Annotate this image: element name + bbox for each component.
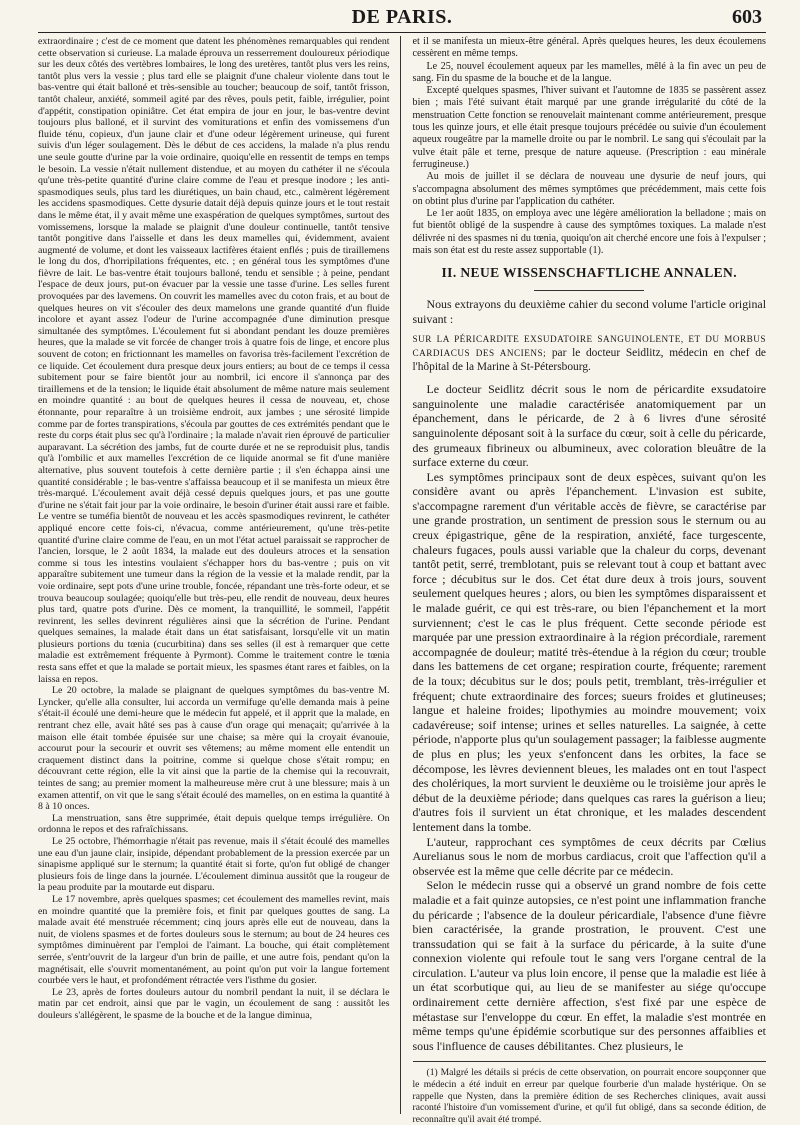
main-paragraph-3: L'auteur, rapprochant ces symptômes de ceux décrits par Cœlius Aurelianus sous le nom de morbus cardiacus, croit que l'affection qu'il a observée est la même que celle décrite par ce médecin. <box>412 834 766 878</box>
section-divider <box>534 290 644 291</box>
main-paragraph-1: Le docteur Seidlitz décrit sous le nom de péricardite exsudatoire sanguinolente une maladie caractérisée anatomiquement par un épanchement, dans le péricarde, de 2 à 6 livres d'une sérosité sanguinolente déposant soit à la surface du cœur, soit à celle du péricarde, des grumeaux fibrineux ou albumineux, avec coloration bleuâtre de la surface externe du cœur. <box>412 382 766 470</box>
page-header <box>38 4 766 33</box>
right-column <box>400 36 766 1125</box>
left-column <box>38 36 400 1114</box>
right-top-paragraph-1: et il se manifesta un mieux-être général. Après quelques heures, les deux écoulemens cessèrent en même temps. <box>412 36 766 60</box>
main-paragraph-4: Selon le médecin russe qui a observé un grand nombre de fois cette maladie et a fait quinze autopsies, ce n'est point une inflammation franche du péricarde ; l'absence de la douleur péricardiale, l'absence d'une fièvre bien caractérisée, la grande prostration, le prouvent. C'est une transsudation qui se fait à la surface du péricarde, à la suite d'une connexion violente qui refoule tout le sang vers l'organe central de la circulation. L'auteur va plus loin encore, il pense que la maladie est liée à un état scorbutique qui, au lieu de se manifester au siége qu'occupe ordinairement cette dernière affection, s'est fixé par une espèce de métastase sur l'enveloppe du cœur. En effet, la maladie s'est montrée en même temps qu'une épidémie scorbutique sur des personnes affaiblies et sous l'influence de causes débilitantes. Chez plusieurs, le <box>412 878 766 1053</box>
left-paragraph-2: Le 20 octobre, la malade se plaignant de quelques symptômes du bas-ventre M. Lyncker, qu'elle alla consulter, lui accorda un vermifuge qu'elle demanda mais à peine s'était-il écoulé une demi-heure que le médecin fut appelé, et il apprit que la malade, en rentrant chez elle, avait hâté ses pas à cause d'un orage qui menaçait; qu'arrivée à la maison elle était tombée épuisée sur une chaise; sa mère qui la croyait évanouie, accourut pour la secourir et ouvrit ses vêtemens; au même moment elle entendit un craquement distinct dans la poitrine, comme si quelque chose s'était rompu; en découvrant cette région, elle la vit ainsi que la partie de la chemise qui la recouvrait, teintes de sang; au premier moment la malheureuse mère crut à une blessure; mais à un examen attentif, on vit que le sang s'était écoulé des mamelles, on en estima la quantité à 8 à 10 onces. <box>38 685 390 813</box>
right-top-paragraph-2: Le 25, nouvel écoulement aqueux par les mamelles, mêlé à la fin avec un peu de sang. Fin du spasme de la bouche et de la langue. <box>412 60 766 84</box>
section-title: II. NEUE WISSENSCHAFTLICHE ANNALEN. <box>441 265 737 281</box>
main-paragraph-2: Les symptômes principaux sont de deux espèces, suivant qu'on les considère avant ou après l'épanchement. L'invasion est subite, s'accompagne rarement d'un véritable accès de fièvre, se caractérise par une grande prostration, un sentiment de pression sous le sternum ou au creux épigastrique, gêne de la respiration, anxiété, face turgescente, chaleurs fugaces, pouls aussi variable que la chaleur du corps, devenant tantôt petit, serré, tremblotant, puis se relevant tout à coup et battant avec force ; décubitus sur le dos. Cet état dure deux à trois jours, souvent seulement quelques heures ; alors, ou bien les symptômes disparaissent et le malade guérit, ce qui est très-rare, ou bien l'épanchement et la mort surviennent; c'est le cas le plus fréquent. Cette seconde période est marquée par une pression extraordinaire à la région précordiale, rarement accompagnée de douleur; matité très-étendue à la région du cœur; trouble dans les battemens de cet organe; respiration courte, fréquente; rarement de la toux; décubitus sur le dos; pouls petit, tremblant, très-irrégulier et fréquent; chute extraordinaire des forces; sueurs froides et glutineuses; langue et haleine froides; lipothymies au moindre mouvement; voix cadavéreuse; soif intense; urines et selles naturelles. La saignée, à cette période, n'apporte plus qu'un soulagement passager; la faiblesse augmente de plus en plus; les yeux s'enfoncent dans les orbites, la face se décompose, les lèvres deviennent bleues, les malades ont en tout l'aspect des cholériques, la mort survient le deuxième ou le troisième jour après le début de la deuxième période; dans quelques cas rares la guérison a lieu; d'autres fois il survient un état chronique, et les malades descendent lentement dans la tombe. <box>412 469 766 834</box>
right-top-paragraph-4: Au mois de juillet il se déclara de nouveau une dysurie de neuf jours, qui s'accompagna absolument des mêmes symptômes que précédemment, mais cette fois on obtint plus d'urine par l'application du cathéter. <box>412 171 766 207</box>
left-paragraph-4: Le 25 octobre, l'hémorrhagie n'était pas revenue, mais il s'était écoulé des mamelles une eau d'un jaune clair, insipide, dépendant probablement de la pression exercée par un sinapisme appliqué sur le sternum; la quantité était si forte, qu'on fut obligé de changer plusieurs fois de linge dans la journée. L'écoulement diminua aussitôt que la rougeur de la peau produite par la moutarde eut disparu. <box>38 835 390 894</box>
running-head: DE PARIS. <box>351 6 453 28</box>
left-paragraph-6: Le 23, après de fortes douleurs autour du nombril pendant la nuit, il se déclara le matin par cet endroit, ainsi que par le vagin, un écoulement de sang : aussitôt les douleurs s'allégèrent, le spasme de la bouche et de la langue diminua, <box>38 986 390 1021</box>
article-heading <box>413 332 766 374</box>
left-paragraph-5: Le 17 novembre, après quelques spasmes; cet écoulement des mamelles revint, mais en moindre quantité que la première fois, et finit par quelques gouttes de sang. La malade avait été menstruée récemment; cinq jours après elle eut de nouveau, dans la nuit, de violens spasmes et de fortes douleurs sous le sternum; au bout de 24 heures ces symptômes diminuèrent par l'emploi de l'aimant. La bouche, qui était complètement serrée, s'entr'ouvrit de la largeur d'un brin de paille, et une autre fois, pendant qu'on la magnétisait, elle s'ouvrit momentanément, au point qu'on put voir la langue fortement courbée vers le haut, et profondément rétractée vers l'isthme du gosier. <box>38 893 390 987</box>
right-top-paragraph-3: Excepté quelques spasmes, l'hiver suivant et l'automne de 1835 se passèrent assez bien ; mais l'été suivant était marqué par une grande irrégularité du côté de la menstruation Cette fonction se renouvelait maintenant comme antérieurement, presque tous les quinze jours, et elle était presque toujours précédée ou suivie d'un écoulement aqueux rougeâtre par la mamelle droite ou par le nombril. Le sang qui s'écoulait par la vulve était pâle et terne, presque de nature aqueuse. (Prescription : eau minérale ferrugineuse.) <box>412 85 766 170</box>
article-heading-title: SUR LA PÉRICARDITE EXSUDATOIRE SANGUINOLENTE, ET DU MORBUS CARDIACUS DES ANCIENS; <box>412 334 766 359</box>
footnote-divider <box>413 1061 766 1062</box>
article-heading-author: par le docteur Seidlitz, médecin en chef de l'hôpital de la Marine à St-Pétersbourg. <box>412 347 766 374</box>
left-paragraph-3: La menstruation, sans être supprimée, était depuis quelque temps irrégulière. On ordonna le repos et des rafraîchissans. <box>38 812 390 836</box>
text-columns <box>38 36 766 1125</box>
case-continuation <box>413 36 766 257</box>
footnote: (1) Malgré les détails si précis de cette observation, on pourrait encore soupçonner que le médecin a été induit en erreur par quelque fourberie d'un malade hystérique. On se rappelle que Nysten, dans la première édition de ses Recherches cliniques, avait aussi raconté l'histoire d'un vomissement d'urine, et qu'il fut obligé, dans sa seconde édition, de reconnaître qu'il avait été trompé. <box>412 1067 766 1125</box>
page-number: 603 <box>732 6 762 28</box>
intro-paragraph: Nous extrayons du deuxième cahier du second volume l'article original suivant : <box>412 296 766 326</box>
left-paragraph-1: extraordinaire ; c'est de ce moment que datent les phénomènes remarquables qui rendent cette observation si curieuse. La malade éprouva un resserrement douloureux périodique sur les deux côtés des vertèbres lombaires, le long des uretères, tantôt plus vers les reins, tantôt plus vers la vessie ; plus tard elle se plaignit d'une chaleur violente dans tout le bas-ventre qui était balloné et très-sensible au toucher; beaucoup de soif, tantôt frisson, tantôt chaleur, anxiété, sommeil agité par des rêves, pouls petit, faible, irrégulier, point d'appétit, constipation opiniâtre. Cet état empira de jour en jour, le bas-ventre devint toujours plus balloné, et il survint des vomiturations et enfin des vomissemens d'un fluide ténu, copieux, d'un jaune clair et d'une odeur légèrement urineuse, qui furent suivis d'un léger soulagement. Dès le début de ces accidens, la malade n'a plus rendu une seule goutte d'urine par la voie ordinaire, quoiqu'elle en ressentit de temps en temps le besoin. La vessie n'était nullement distendue, et au moyen du cathéter il ne s'écoula qu'une très-petite quantité d'urine claire comme de l'eau et presque inodore ; les anti-spasmodiques seuls, plus tard les diurétiques, un bain chaud, etc., calmèrent légèrement les accidens spasmodiques. Cette dysurie datait déjà depuis quinze jours et le tout restait dans le même état, il y avait même une exaspération de quelques symptômes, surtout des vomissemens, lorsque la malade se plaignit d'une douleur continuelle, tantôt tensive tantôt pongitive dans l'aisselle et dans les deux mamelles qui, évidemment, avaient augmenté de volume, et dont les vaisseaux lactifères étaient enflés ; puis de tiraillemens le long du dos, d'horripilations fréquentes, etc. ; en général tous les symptômes d'une fièvre de lait. Le bas-ventre était toujours balloné, tendu et sensible ; à peine, pendant l'espace de deux jours, put-on évacuer par la vessie une tasse d'urine. Les selles furent provoquées par des lavemens. On couvrit les mamelles avec du coton frais, et au bout de quelques heures on vit s'écouler des deux mamelons une grande quantité d'un fluide incolore et ayant assez l'odeur de l'urine accompagnée d'une diminution presque simultanée des symptômes. L'écoulement fut si abondant pendant les douze premières heures, que la malade se vit forcée de changer trois à quatre fois de linge, et encore plus souvent de coton; en frictionnant les mamelles on favorisa très-facilement l'excrétion de ce liquide. Cet écoulement dura presque deux jours entiers; au bout de ce temps il cessa subitement pour se faire bientôt jour au nombril, ici encore il s'annonça par des tiraillemens et de la tension; le liquide était absolument de même nature mais seulement en moindre quantité : au bout de quelques heures il cessa de nouveau, et, chose étonnante, pour reparaître à un troisième endroit, aux jambes ; une sérosité limpide comme par de fortes transpirations, s'écoula par gouttes de ces extrémités pendant que le reste du corps était plus sec qu'à l'ordinaire ; la malade n'avait rien éprouvé de particulier auparavant. La sécrétion des jambs, fut de courte durée et ne se reproduisit plus, tandis qu'à l'ombilic et aux mamelles l'excrétion de ce liquide anormal se fit d'une manière alternative, plus souvent toutefois à cette dernière partie ; il s'en échappa ainsi une quantité considérable ; le bas-ventre s'affaissa beaucoup et il se manifesta un mieux être très-marqué. L'écoulement avait déjà cessé depuis quelques jours, et pas une goutte d'urine ne s'était fait jour par la voie ordinaire, le besoin d'uriner était aussi rare et faible. Le ventre se tuméfia bientôt de nouveau et les accès spasmodiques revinrent, le cathéter appliqué encore cette fois-ci, n'évacua, comme antérieurement, qu'une très-petite quantité d'urine claire comme de l'eau, en un mot l'état actuel paraissait se rapprocher de l'ancien, lorsque, le 2 août 1834, la malade eut des douleurs atroces et la sensation comme si tous les intestins voulaient s'échapper hors du bas-ventre ; puis on vit apparaître subitement une tumeur dans la région de la vessie et la malade rendit, par la voie ordinaire, sept pots d'une urine trouble, foncée, répandant une très-forte odeur, et se trouva beaucoup soulagée; quoiqu'elle but très-peu, elle rendit de nouveau, deux heures plus tard, quatre pots d'urine. Dès ce moment, la tranquillité, le sommeil, l'appétit revinrent, les selles devinrent régulières ainsi que la sécrétion de l'urine. Pendant quelques semaines, la malade était dans un état satisfaisant, lorsqu'elle vit un matin plusieurs portions du tœnia (cucurbitina) dans ses selles (il est à remarquer que cette maladie est extrêmement fréquente à Pyrmont). Comme le traitement contre le tœnia resta sans effet et que la malade se portait mieux, les spasmes étant rares et faibles, on la laissa en repos. <box>38 36 390 685</box>
right-top-paragraph-5: Le 1er août 1835, on employa avec une légère amélioration la belladone ; mais on fut bientôt obligé de la suspendre à cause des symptômes toxiques. La malade n'est délivrée ni des spasmes ni du tœnia, quoiqu'on ait cherché encore une fois à l'expulser ; mais son état est du reste assez supportable (1). <box>412 208 766 257</box>
